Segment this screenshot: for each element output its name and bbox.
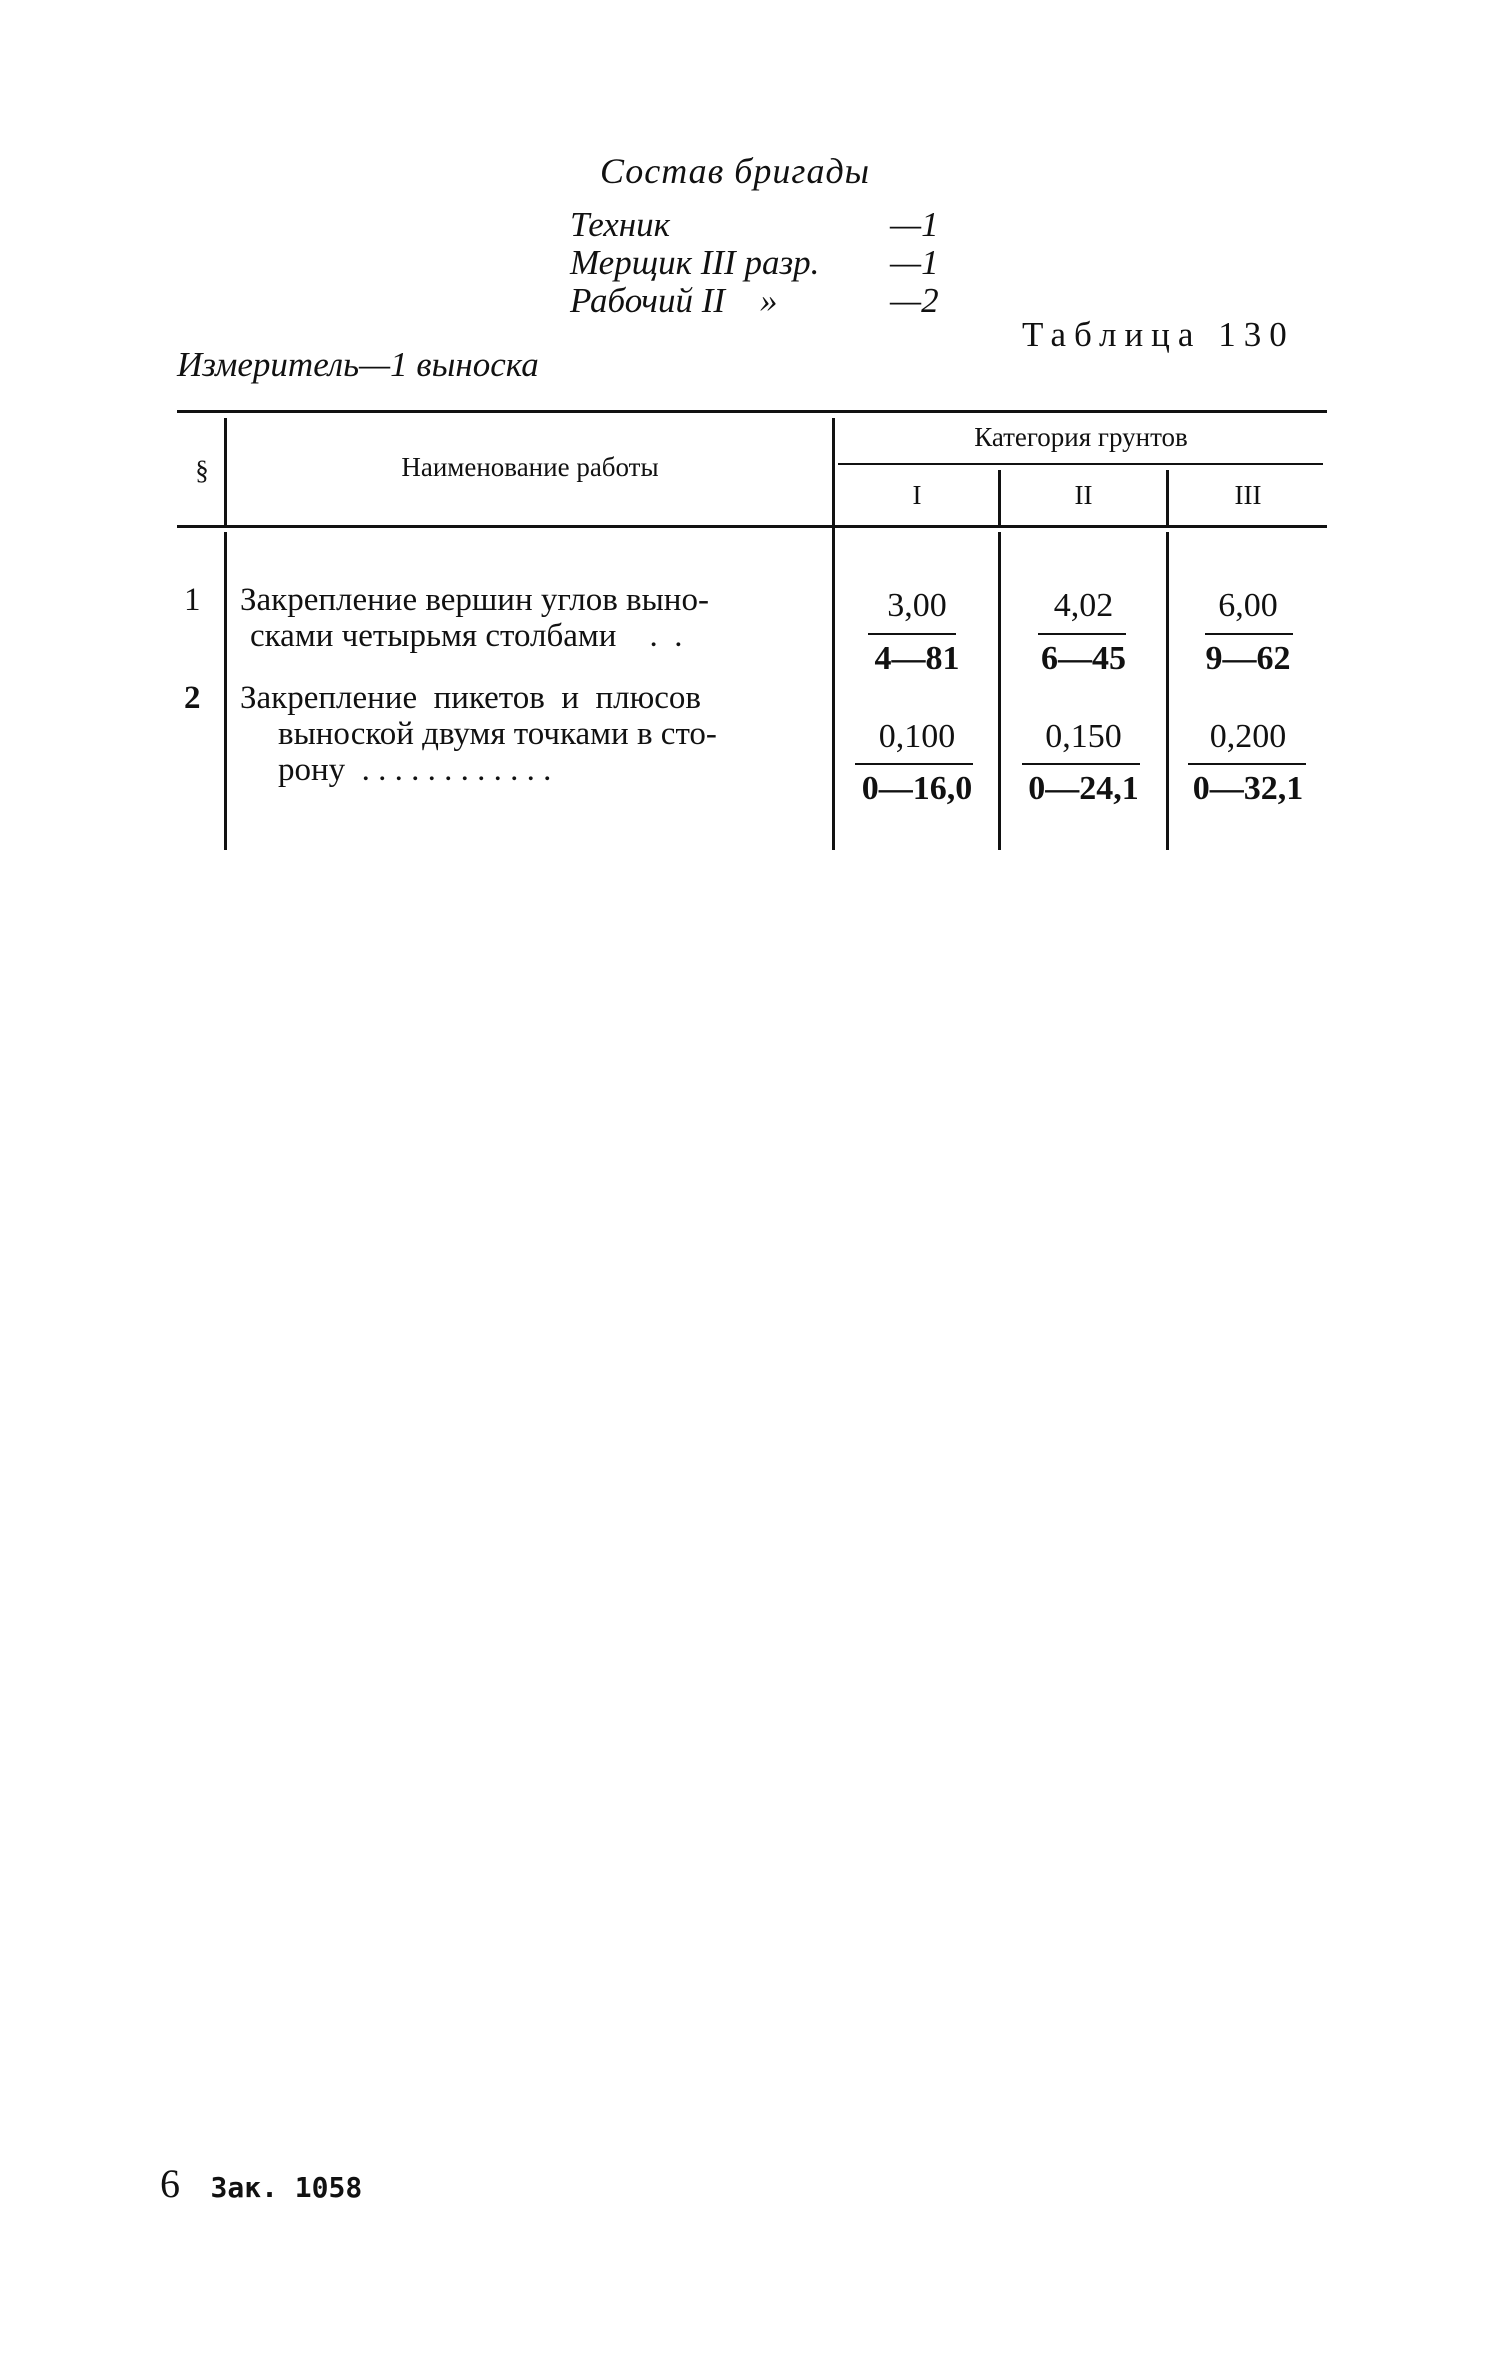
fraction-line bbox=[1038, 633, 1126, 635]
work-name-line: сками четырьмя столбами . . bbox=[250, 618, 683, 654]
crew-count: —2 bbox=[890, 281, 939, 320]
crew-role: Мерщик III разр. bbox=[570, 243, 820, 282]
norm-time-value: 0,200 bbox=[1209, 718, 1287, 755]
price-value: 0—16,0 bbox=[861, 770, 973, 807]
header-soil-category: Категория грунтов bbox=[974, 422, 1188, 452]
column-divider bbox=[832, 418, 835, 850]
table-label: Таблица 130 bbox=[1022, 315, 1295, 354]
header-bottom-rule bbox=[177, 525, 1327, 528]
row-number: 2 bbox=[184, 680, 201, 716]
fraction-line bbox=[1188, 763, 1306, 765]
header-category-1: I bbox=[912, 480, 922, 510]
page-number: 6 bbox=[160, 2161, 180, 2206]
norm-time-value: 0,100 bbox=[878, 718, 956, 755]
work-name-line: Закрепление пикетов и плюсов bbox=[240, 680, 702, 716]
crew-member-row bbox=[570, 281, 950, 321]
work-name-line: Закрепление вершин углов выно- bbox=[240, 582, 709, 618]
price-value: 4—81 bbox=[874, 640, 960, 677]
norm-time-value: 6,00 bbox=[1218, 587, 1278, 624]
category-header-rule bbox=[838, 463, 1323, 465]
order-number: Зак. 1058 bbox=[210, 2171, 363, 2204]
crew-member-row bbox=[570, 243, 950, 283]
work-name-line: рону . . . . . . . . . . . . bbox=[278, 752, 552, 788]
header-category-2: II bbox=[1074, 480, 1093, 510]
column-divider bbox=[224, 532, 227, 850]
row-number: 1 bbox=[184, 582, 201, 618]
crew-count: —1 bbox=[890, 205, 939, 244]
fraction-line bbox=[868, 633, 956, 635]
price-value: 0—24,1 bbox=[1028, 770, 1139, 807]
crew-member-row bbox=[570, 205, 950, 245]
norm-time-value: 4,02 bbox=[1053, 587, 1114, 624]
price-value: 6—45 bbox=[1041, 640, 1126, 677]
fraction-line bbox=[855, 763, 973, 765]
price-value: 9—62 bbox=[1205, 640, 1291, 677]
norm-time-value: 0,150 bbox=[1045, 718, 1122, 755]
work-name-line: выноской двумя точками в сто- bbox=[278, 716, 717, 752]
column-divider bbox=[224, 418, 227, 528]
fraction-line bbox=[1205, 633, 1293, 635]
header-section: § bbox=[195, 455, 209, 485]
header-category-3: III bbox=[1234, 480, 1262, 510]
table-top-rule bbox=[177, 410, 1327, 413]
header-work-name: Наименование работы bbox=[401, 452, 659, 482]
crew-title: Состав бригады bbox=[600, 151, 871, 191]
page-footer bbox=[160, 2160, 362, 2207]
crew-count: —1 bbox=[890, 243, 939, 282]
price-value: 0—32,1 bbox=[1192, 770, 1304, 807]
crew-role: Рабочий II » bbox=[570, 281, 778, 320]
meter-label: Измеритель—1 выноска bbox=[177, 345, 539, 384]
norm-time-value: 3,00 bbox=[887, 587, 947, 624]
fraction-line bbox=[1022, 763, 1140, 765]
crew-role: Техник bbox=[570, 205, 671, 244]
